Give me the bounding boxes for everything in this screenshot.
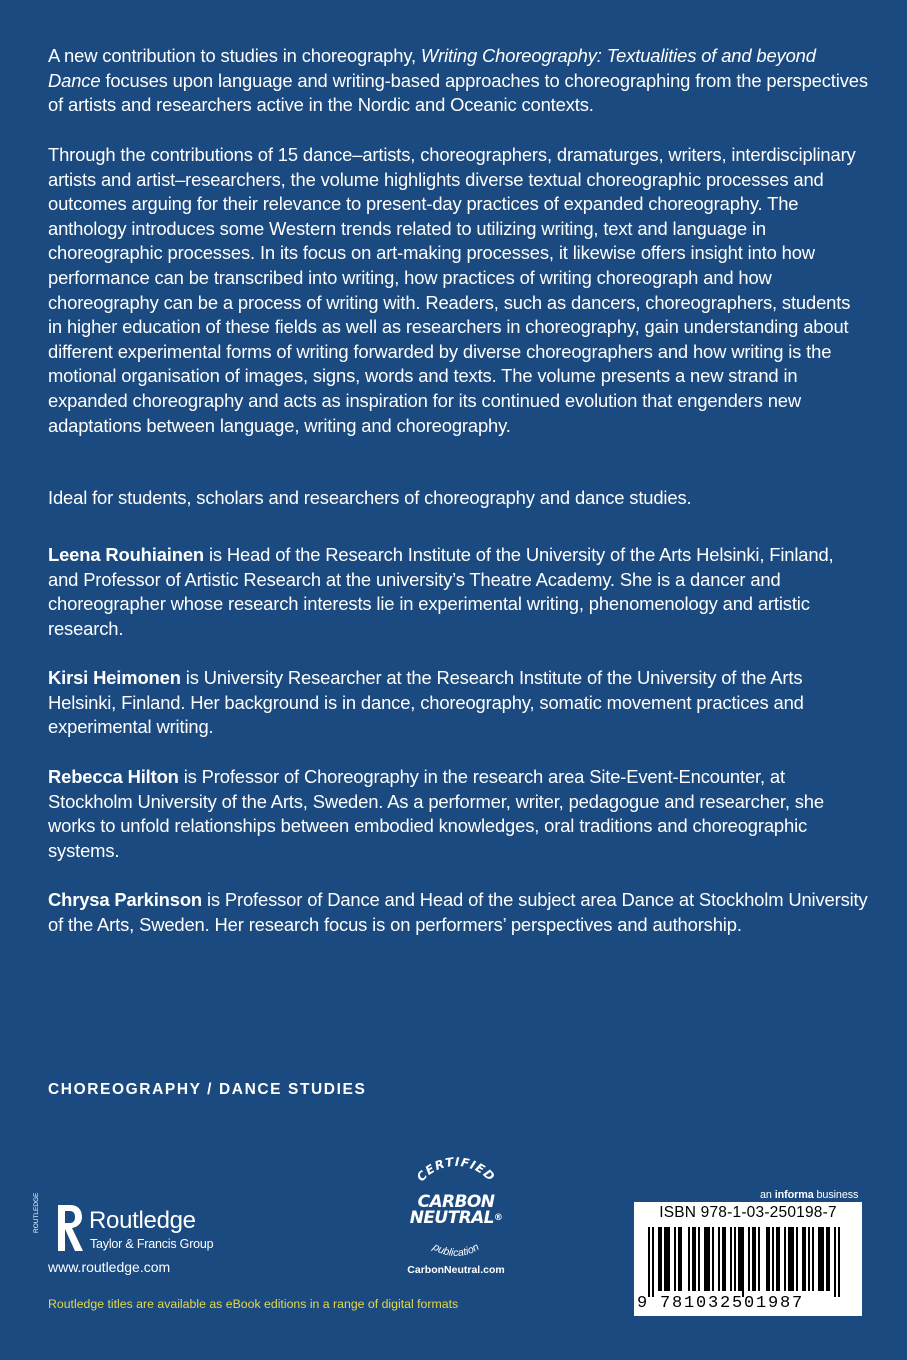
barcode-bar	[724, 1227, 726, 1291]
barcode-bar	[704, 1227, 706, 1291]
barcode-bar	[752, 1227, 754, 1291]
routledge-r-logo-icon	[33, 1192, 86, 1255]
carbon-word: CARBON	[417, 1192, 495, 1212]
bio-2	[48, 666, 868, 740]
barcode-bar	[766, 1227, 768, 1291]
bio-text: is Head of the Research Institute of the University of the Arts Helsinki, Finland, and Professor of Artistic Research at the university’s Theatre Academy. She is a dancer and choreographer whose research interests lie in experimental writing, phenomenology and artistic research.	[48, 544, 834, 639]
svg-text:publication	[430, 1241, 481, 1260]
bio-1	[48, 543, 868, 641]
barcode-bar	[790, 1227, 792, 1291]
description-text: Through the contributions of 15 dance–artists, choreographers, dramaturges, writers, interdisciplinary artists and artist–researchers, the volume highlights diverse textual choreographic processes and outcomes arguing for their relevance to present-day practices of expanded choreography. The anthology introduces some Western trends related to utilizing writing, text and language in choreographic processes. In its focus on art-making processes, it likewise offers insight into how performance can be transcribed into writing, how practices of writing choreograph and how choreography can be a process of writing with. Readers, such as dancers, choreographers, students in higher education of these fields as well as researchers in choreography, gain understanding about different experimental forms of writing forwarded by diverse choreographers and how writing is the motional organisation of images, signs, words and texts. The volume presents a new strand in expanded choreography and acts as inspiration for its continued evolution that engenders new adaptations between language, writing and choreography.	[48, 144, 856, 436]
barcode-bar	[808, 1227, 810, 1291]
bio-text: is Professor of Dance and Head of the subject area Dance at Stockholm University of the Arts, Sweden. Her research focus is on performers’ perspectives and authorship.	[48, 889, 868, 935]
registered-mark: ®	[493, 1213, 503, 1223]
neutral-line	[398, 1210, 514, 1226]
audience-text: Ideal for students, scholars and researchers of choreography and dance studies.	[48, 487, 692, 508]
author-name: Kirsi Heimonen	[48, 667, 181, 688]
certified-text: CERTIFIED	[413, 1154, 499, 1185]
barcode-bar	[708, 1227, 710, 1291]
publisher-group: Taylor & Francis Group	[90, 1237, 214, 1251]
barcode-bar	[658, 1227, 660, 1291]
informa-word: informa	[774, 1189, 814, 1201]
barcode-bar	[718, 1227, 720, 1291]
barcode-bar	[820, 1227, 822, 1291]
barcode-bar	[738, 1227, 740, 1291]
barcode-bar	[688, 1227, 690, 1291]
barcode-bar	[802, 1227, 804, 1291]
intro-text-continued: focuses upon language and writing-based approaches to choreographing from the perspectives of artists and researchers active in the Nordic and Oceanic contexts.	[48, 69, 868, 116]
audience-statement	[48, 486, 868, 511]
barcode-bar	[698, 1227, 700, 1291]
publication-text: publication	[430, 1241, 482, 1260]
barcode-bar	[828, 1227, 830, 1291]
barcode-bar	[730, 1227, 732, 1291]
barcode-bar	[694, 1227, 696, 1291]
barcode-bar	[748, 1227, 750, 1291]
description-paragraph-2	[48, 143, 868, 438]
barcode-digits	[634, 1294, 862, 1316]
intro-text: A new contribution to studies in choreography,	[48, 45, 416, 66]
neutral-word: NEUTRAL	[409, 1208, 494, 1228]
barcode-bar	[778, 1227, 780, 1291]
routledge-logo	[33, 1192, 246, 1263]
barcode-bar	[758, 1227, 760, 1291]
barcode-bar	[666, 1227, 668, 1291]
barcode-bar	[652, 1227, 654, 1297]
carbon-neutral-url: CarbonNeutral.com	[407, 1264, 505, 1276]
informa-business	[760, 1189, 858, 1201]
svg-text:ROUTLEDGE: ROUTLEDGE	[33, 1192, 40, 1233]
carbon-neutral-badge	[392, 1152, 522, 1282]
barcode-bar	[784, 1227, 786, 1291]
barcode-bar	[734, 1227, 736, 1291]
ebook-note: Routledge titles are available as eBook editions in a range of digital formats	[48, 1297, 459, 1311]
barcode-bar	[692, 1227, 694, 1291]
barcode-bar	[680, 1227, 682, 1291]
barcode-bar	[660, 1227, 662, 1291]
barcode-bar	[648, 1227, 650, 1297]
barcode-bar	[826, 1227, 828, 1291]
svg-text:CERTIFIED	[414, 1155, 498, 1184]
barcode-number: 781032501987	[660, 1294, 805, 1313]
barcode-bar	[678, 1227, 680, 1291]
bio-4	[48, 888, 868, 937]
barcode-bar	[822, 1227, 824, 1291]
informa-post: business	[813, 1189, 859, 1201]
barcode-bar	[838, 1227, 840, 1297]
informa-pre: an	[760, 1189, 775, 1201]
description-paragraph-1	[48, 44, 868, 118]
publisher-url[interactable]: www.routledge.com	[48, 1259, 171, 1275]
publisher-name: Routledge	[89, 1207, 196, 1234]
subject-category: CHOREOGRAPHY / DANCE STUDIES	[48, 1081, 367, 1098]
barcode-bar	[740, 1227, 742, 1291]
author-name: Leena Rouhiainen	[48, 544, 204, 565]
barcode-bar	[674, 1227, 676, 1291]
barcode-first-digit: 9	[637, 1294, 648, 1313]
isbn-label: ISBN 978-1-03-250198-7	[659, 1204, 837, 1221]
barcode-bar	[668, 1227, 670, 1291]
book-title: Writing Choreography: Textualities of and beyond Dance	[48, 45, 816, 91]
barcode-bar	[664, 1227, 666, 1291]
author-name: Rebecca Hilton	[48, 766, 179, 787]
barcode-bar	[834, 1227, 836, 1297]
isbn-barcode	[634, 1202, 862, 1316]
barcode-bar	[768, 1227, 770, 1291]
barcode-bars	[648, 1227, 848, 1297]
barcode-bar	[796, 1227, 798, 1291]
barcode-bar	[722, 1227, 724, 1291]
bio-text: is Professor of Choreography in the research area Site-Event-Encounter, at Stockholm University of the Arts, Sweden. As a performer, writer, pedagogue and researcher, she works to unfold relationships between embodied knowledges, oral traditions and choreographic systems.	[48, 766, 824, 861]
barcode-bar	[818, 1227, 820, 1291]
barcode-bar	[742, 1227, 744, 1297]
bio-3	[48, 765, 868, 863]
bio-text: is University Researcher at the Research Institute of the University of the Arts Helsinki, Finland. Her background is in dance, choreography, somatic movement practices and experimental writing.	[48, 667, 804, 738]
barcode-bar	[812, 1227, 814, 1291]
barcode-bar	[776, 1227, 778, 1291]
barcode-bar	[788, 1227, 790, 1291]
author-name: Chrysa Parkinson	[48, 889, 202, 910]
barcode-bar	[712, 1227, 714, 1291]
barcode-bar	[792, 1227, 794, 1291]
barcode-bar	[706, 1227, 708, 1291]
barcode-bar	[804, 1227, 806, 1291]
barcode-bar	[754, 1227, 756, 1291]
barcode-bar	[772, 1227, 774, 1291]
